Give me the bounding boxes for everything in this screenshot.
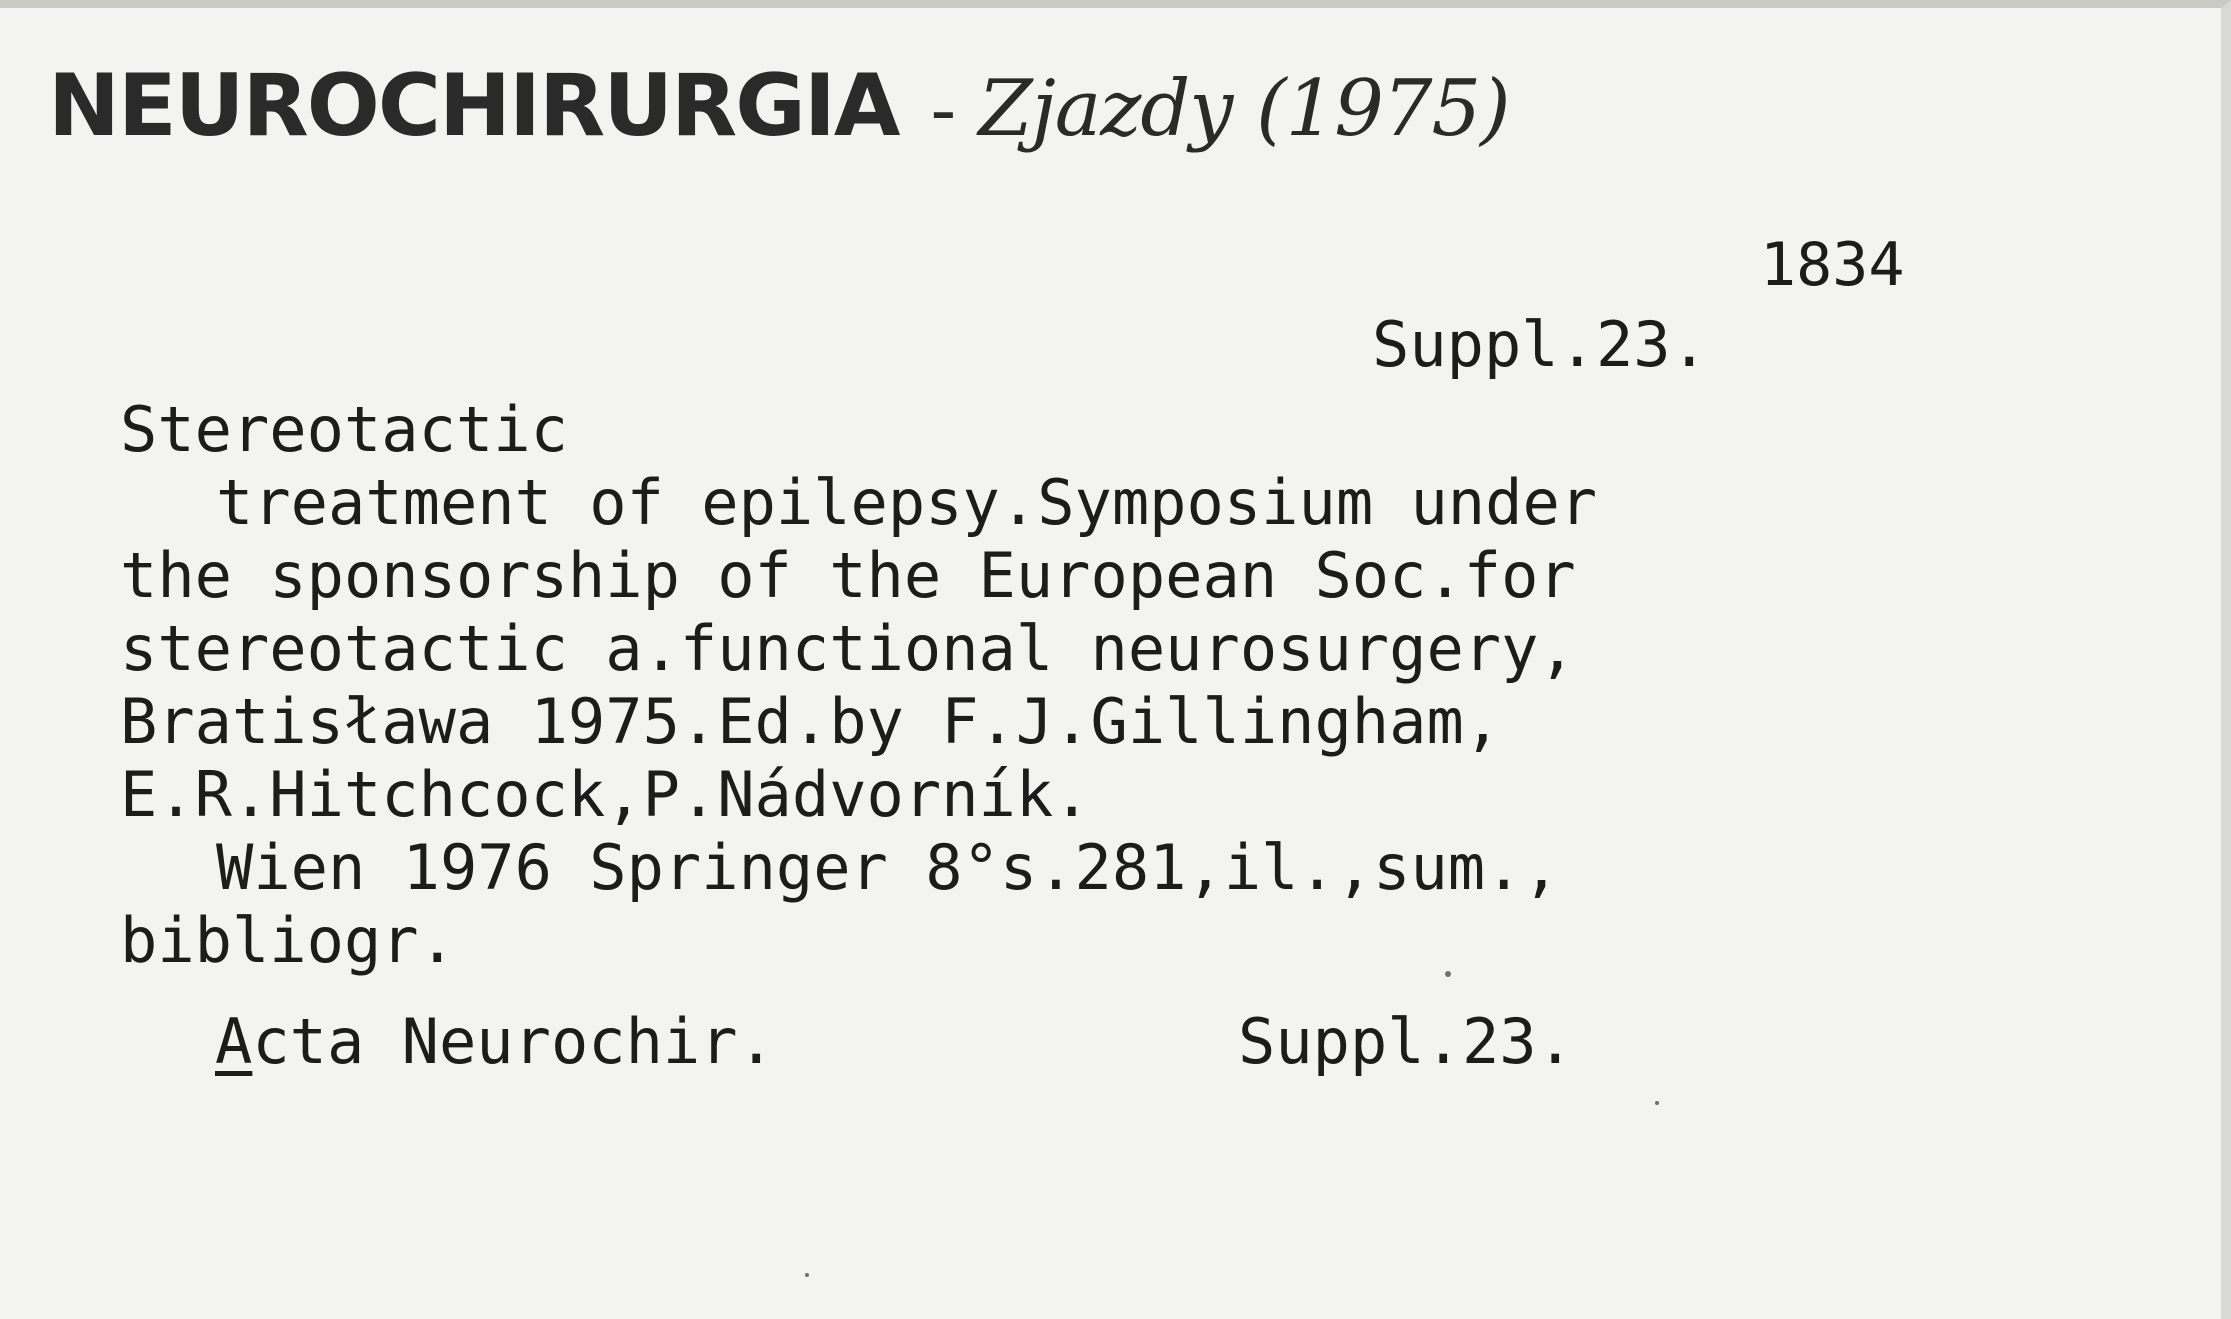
series-suppl: Suppl.23. [1238,1005,1574,1078]
series-statement [215,1005,775,1078]
ink-speck [1445,971,1451,977]
entry-line-society: stereotactic a.functional neurosurgery, [120,612,1576,685]
ink-speck [805,1273,809,1277]
handwritten-note: Zjazdy (1975) [978,64,1510,154]
entry-line-editors-cont: E.R.Hitchcock,P.Nádvorník. [120,758,1091,831]
entry-line-bibliography: bibliogr. [120,904,456,977]
entry-line-imprint: Wien 1976 Springer 8°s.281,il.,sum., [216,831,1560,904]
subject-heading-text: NEUROCHIRURGIA [48,56,899,156]
call-number: 1834 [1760,230,1905,300]
call-number-suppl: Suppl.23. [1372,308,1708,381]
series-initial: A [215,1005,253,1078]
bibliographic-entry [120,393,1597,977]
series-title: cta Neurochir. [252,1005,775,1078]
heading-separator: - [930,68,957,152]
entry-line-title: treatment of epilepsy.Symposium under [216,466,1598,539]
entry-line-editors: Bratisława 1975.Ed.by F.J.Gillingham, [120,685,1502,758]
subject-heading [48,56,1510,156]
entry-line-title-start: Stereotactic [120,393,568,466]
entry-line-sponsor: the sponsorship of the European Soc.for [120,539,1576,612]
ink-speck [1655,1101,1659,1105]
